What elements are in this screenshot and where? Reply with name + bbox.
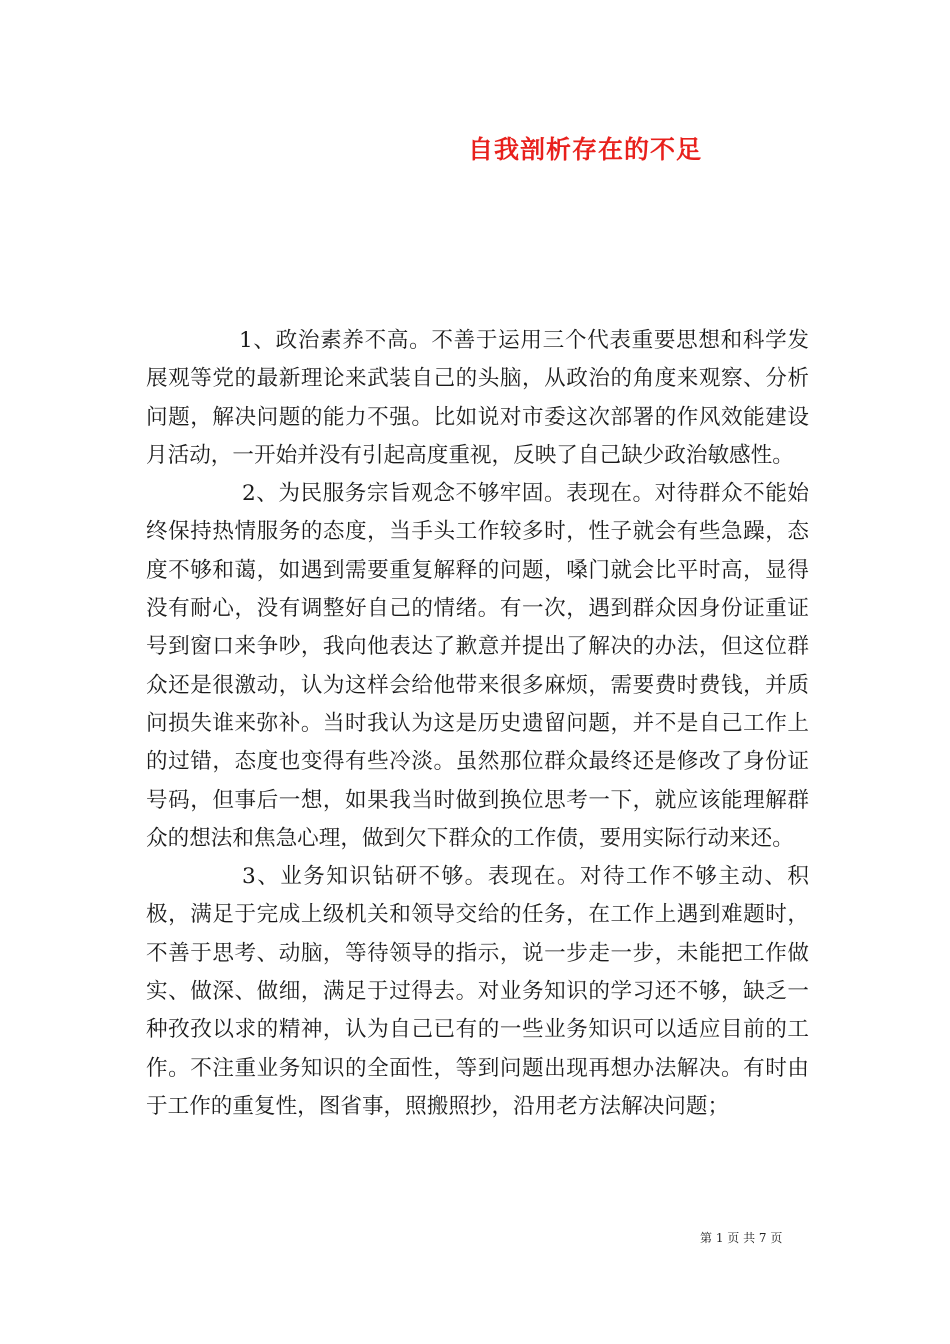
document-title: 自我剖析存在的不足 (467, 135, 702, 164)
paragraph-1: 1、政治素养不高。不善于运用三个代表重要思想和科学发展观等党的最新理论来武装自己的头脑，从政治的角度来观察、分析问题，解决问题的能力不强。比如说对市委这次部署的作风效能建设月活动，一开始并没有引起高度重视，反映了自己缺少政治敏感性。 (146, 328, 809, 468)
page-number-footer: 第 1 页 共 7 页 (700, 1231, 783, 1245)
paragraph-3: 3、业务知识钻研不够。表现在。对待工作不够主动、积极，满足于完成上级机关和领导交给的任务，在工作上遇到难题时，不善于思考、动脑，等待领导的指示，说一步走一步，未能把工作做实、做深、做细，满足于过得去。对业务知识的学习还不够，缺乏一种孜孜以求的精神，认为自己已有的一些业务知识可以适应目前的工作。不注重业务知识的全面性，等到问题出现再想办法解决。有时由于工作的重复性，图省事，照搬照抄，沿用老方法解决问题； (146, 864, 809, 1119)
document-body (146, 322, 809, 1126)
paragraph-2: 2、为民服务宗旨观念不够牢固。表现在。对待群众不能始终保持热情服务的态度，当手头工作较多时，性子就会有些急躁，态度不够和蔼，如遇到需要重复解释的问题，嗓门就会比平时高，显得没有耐心，没有调整好自己的情绪。有一次，遇到群众因身份证重证号到窗口来争吵，我向他表达了歉意并提出了解决的办法，但这位群众还是很激动，认为这样会给他带来很多麻烦，需要费时费钱，并质问损失谁来弥补。当时我认为这是历史遗留问题，并不是自己工作上的过错，态度也变得有些冷淡。虽然那位群众最终还是修改了身份证号码，但事后一想，如果我当时做到换位思考一下，就应该能理解群众的想法和焦急心理，做到欠下群众的工作债，要用实际行动来还。 (146, 481, 809, 851)
